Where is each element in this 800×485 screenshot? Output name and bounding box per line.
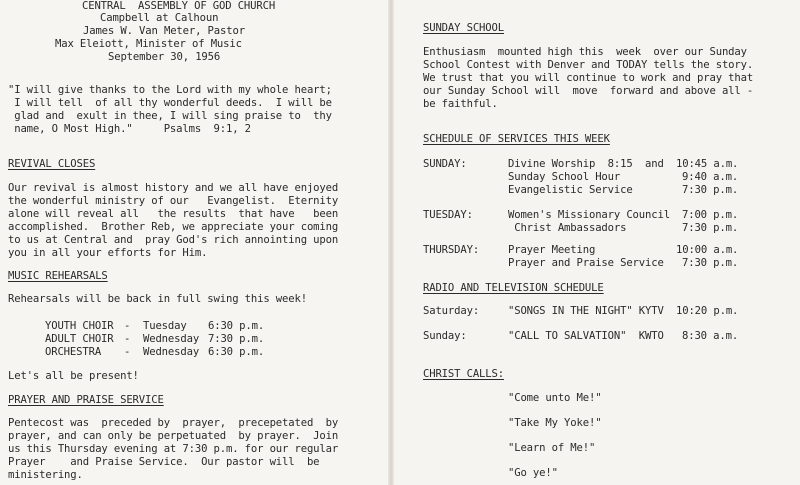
music-minister-line: Max Eleiott, Minister of Music bbox=[55, 38, 242, 50]
revival-line: you in all your efforts for Him. bbox=[8, 247, 208, 259]
revival-line: to us at Central and pray God's rich annointing upon bbox=[8, 234, 339, 246]
rehearsal-dash: - bbox=[124, 320, 131, 332]
verse-line: I will tell of all thy wonderful deeds. I will be bbox=[8, 97, 332, 109]
schedule-day: SUNDAY: bbox=[423, 158, 467, 170]
prayer-line: Pentecost was preceded by prayer, precepetated by bbox=[8, 417, 339, 429]
verse-line: "I will give thanks to the Lord with my whole heart; bbox=[8, 84, 332, 96]
verse-line: name, O Most High." Psalms 9:1, 2 bbox=[8, 123, 251, 135]
rehearsal-choir: ORCHESTRA bbox=[45, 346, 102, 358]
sunday-school-line: We trust that you will continue to work and pray that bbox=[423, 72, 754, 84]
music-heading: MUSIC REHEARSALS bbox=[8, 270, 108, 282]
schedule-heading: SCHEDULE OF SERVICES THIS WEEK bbox=[423, 133, 610, 145]
schedule-item: Prayer and Praise Service bbox=[508, 257, 664, 269]
prayer-line: ministering. bbox=[8, 469, 83, 481]
radio-time: 10:20 p.m. bbox=[676, 305, 739, 317]
revival-line: the wonderful ministry of our Evangelist. Eternity bbox=[8, 195, 339, 207]
verse-line: glad and exult in thee, I will sing praise to thy bbox=[8, 110, 332, 122]
rehearsal-choir: YOUTH CHOIR bbox=[45, 320, 114, 332]
rehearsal-choir: ADULT CHOIR bbox=[45, 333, 114, 345]
prayer-line: prayer, and can only be perpetuated by prayer. Join bbox=[8, 430, 339, 442]
radio-time: 8:30 a.m. bbox=[682, 330, 739, 342]
schedule-time: 7:00 p.m. bbox=[682, 209, 739, 221]
revival-line: accomplished. Brother Reb, we appreciate your coming bbox=[8, 221, 339, 233]
prayer-line: us this Thursday evening at 7:30 p.m. for our regular bbox=[8, 443, 339, 455]
schedule-item: Women's Missionary Council bbox=[508, 209, 670, 221]
rehearsal-day: Tuesday bbox=[143, 320, 187, 332]
schedule-time: 7:30 p.m. bbox=[682, 184, 739, 196]
prayer-line: Prayer and Praise Service. Our pastor will be bbox=[8, 456, 320, 468]
revival-heading: REVIVAL CLOSES bbox=[8, 158, 96, 170]
radio-program: "SONGS IN THE NIGHT" KYTV bbox=[508, 305, 664, 317]
christ-calls-item: "Come unto Me!" bbox=[508, 392, 602, 404]
radio-heading: RADIO AND TELEVISION SCHEDULE bbox=[423, 282, 604, 294]
schedule-item: Sunday School Hour bbox=[508, 171, 621, 183]
schedule-time: 10:45 a.m. bbox=[676, 158, 739, 170]
sunday-school-heading: SUNDAY SCHOOL bbox=[423, 22, 504, 34]
rehearsal-dash: - bbox=[124, 333, 131, 345]
rehearsal-day: Wednesday bbox=[143, 346, 200, 358]
radio-program: "CALL TO SALVATION" KWTO bbox=[508, 330, 664, 342]
sunday-school-line: our Sunday School will move forward and above all - bbox=[423, 85, 754, 97]
schedule-item: Christ Ambassadors bbox=[508, 222, 627, 234]
sunday-school-line: be faithful. bbox=[423, 98, 498, 110]
schedule-day: TUESDAY: bbox=[423, 209, 473, 221]
schedule-item: Prayer Meeting bbox=[508, 244, 596, 256]
rehearsal-day: Wednesday bbox=[143, 333, 200, 345]
prayer-heading: PRAYER AND PRAISE SERVICE bbox=[8, 394, 164, 406]
church-name: CENTRAL ASSEMBLY OF GOD CHURCH bbox=[82, 0, 276, 12]
schedule-time: 10:00 a.m. bbox=[676, 244, 739, 256]
rehearsal-dash: - bbox=[124, 346, 131, 358]
rehearsal-time: 7:30 p.m. bbox=[208, 333, 265, 345]
revival-line: alone will reveal all the results that have been bbox=[8, 208, 339, 220]
church-address: Campbell at Calhoun bbox=[100, 12, 219, 24]
revival-line: Our revival is almost history and we all have enjoyed bbox=[8, 182, 339, 194]
schedule-item: Evangelistic Service bbox=[508, 184, 633, 196]
schedule-time: 9:40 a.m. bbox=[682, 171, 739, 183]
radio-day: Sunday: bbox=[423, 330, 467, 342]
schedule-time: 7:30 p.m. bbox=[682, 257, 739, 269]
rehearsal-time: 6:30 p.m. bbox=[208, 320, 265, 332]
schedule-day: THURSDAY: bbox=[423, 244, 480, 256]
page-fold bbox=[388, 0, 394, 485]
music-closing: Let's all be present! bbox=[8, 370, 139, 382]
bulletin-date: September 30, 1956 bbox=[108, 51, 221, 63]
music-intro: Rehearsals will be back in full swing this week! bbox=[8, 293, 307, 305]
radio-day: Saturday: bbox=[423, 305, 480, 317]
schedule-item: Divine Worship 8:15 and bbox=[508, 158, 664, 170]
rehearsal-time: 6:30 p.m. bbox=[208, 346, 265, 358]
christ-calls-item: "Take My Yoke!" bbox=[508, 417, 602, 429]
schedule-time: 7:30 p.m. bbox=[682, 222, 739, 234]
christ-calls-item: "Learn of Me!" bbox=[508, 442, 596, 454]
sunday-school-line: School Contest with Denver and TODAY tells the story. bbox=[423, 59, 754, 71]
pastor-line: James W. Van Meter, Pastor bbox=[83, 25, 245, 37]
christ-calls-heading: CHRIST CALLS: bbox=[423, 368, 504, 380]
sunday-school-line: Enthusiasm mounted high this week over our Sunday bbox=[423, 46, 747, 58]
christ-calls-item: "Go ye!" bbox=[508, 467, 558, 479]
